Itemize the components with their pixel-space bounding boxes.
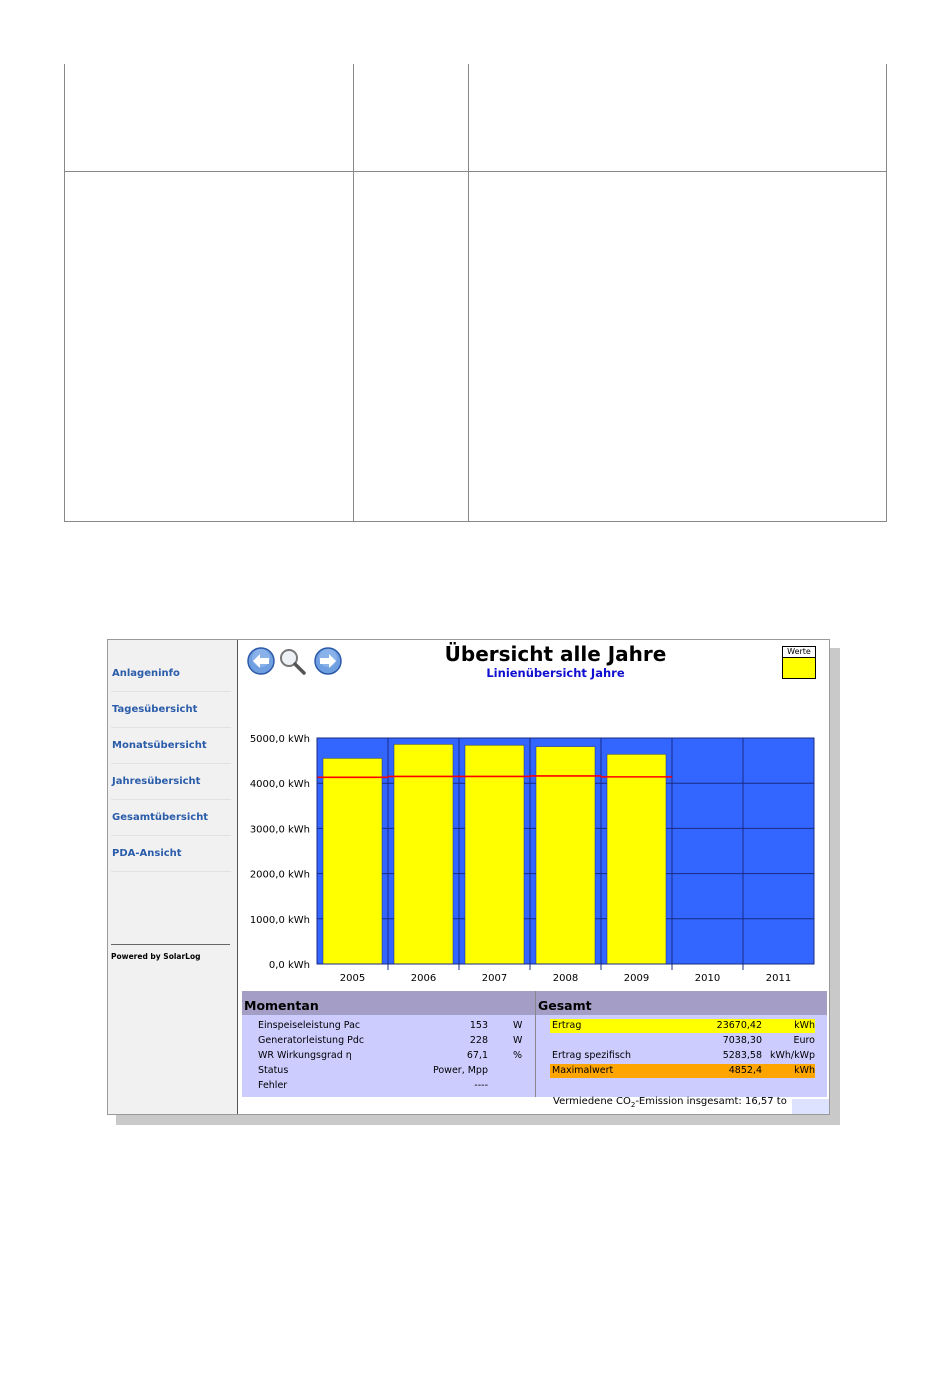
x-tick-label: 2006 <box>410 973 437 984</box>
momentan-label: Einspeiseleistung Pac <box>258 1020 361 1031</box>
yearly-bar-chart <box>238 728 818 988</box>
momentan-panel <box>242 991 536 1097</box>
gesamt-header: Gesamt <box>536 991 827 1015</box>
gesamt-unit: kWh <box>794 1065 815 1076</box>
document-table <box>64 64 887 522</box>
x-tick-label: 2008 <box>552 973 579 984</box>
sidebar-item-monatsuebersicht[interactable]: Monatsübersicht <box>111 728 231 764</box>
legend <box>782 646 816 679</box>
legend-label: Werte <box>783 647 815 658</box>
gesamt-unit: kWh <box>794 1020 815 1031</box>
x-tick-label: 2009 <box>623 973 650 984</box>
powered-by-label: Powered by SolarLog <box>111 952 201 961</box>
gesamt-label: Ertrag spezifisch <box>552 1050 632 1061</box>
x-tick-label: 2007 <box>481 973 508 984</box>
bar <box>607 754 666 964</box>
sidebar-item-pda-ansicht[interactable]: PDA-Ansicht <box>111 836 231 872</box>
sidebar-item-anlageninfo[interactable]: Anlageninfo <box>111 656 231 692</box>
y-tick-label: 3000,0 kWh <box>249 824 310 836</box>
magnifier-icon[interactable] <box>278 647 306 675</box>
gesamt-unit: kWh/kWp <box>769 1050 815 1061</box>
momentan-unit: W <box>513 1020 523 1031</box>
bar <box>394 744 453 964</box>
momentan-label: Fehler <box>258 1080 288 1091</box>
table-border-left <box>64 64 65 522</box>
y-tick-label: 2000,0 kWh <box>249 869 310 881</box>
bar <box>465 745 524 964</box>
gesamt-value: 4852,4 <box>728 1065 762 1076</box>
gesamt-unit: Euro <box>793 1035 815 1046</box>
x-tick-label: 2011 <box>765 973 792 984</box>
sidebar-divider <box>111 944 230 945</box>
momentan-label: Generatorleistung Pdc <box>258 1035 365 1046</box>
co2-subscript: 2 <box>630 1101 636 1109</box>
momentan-label: Status <box>258 1065 289 1076</box>
gesamt-label: Maximalwert <box>552 1065 614 1076</box>
y-tick-label: 1000,0 kWh <box>249 914 310 926</box>
sidebar <box>108 640 238 1114</box>
sidebar-item-jahresuebersicht[interactable]: Jahresübersicht <box>111 764 231 800</box>
x-tick-label: 2010 <box>694 973 721 984</box>
sidebar-item-gesamtuebersicht[interactable]: Gesamtübersicht <box>111 800 231 836</box>
momentan-value: 228 <box>469 1035 488 1046</box>
gesamt-panel <box>536 991 827 1097</box>
x-tick-label: 2005 <box>339 973 366 984</box>
arrow-right-icon[interactable] <box>314 647 342 675</box>
y-tick-label: 5000,0 kWh <box>249 734 310 745</box>
arrow-left-icon[interactable] <box>247 647 275 675</box>
co2-prefix: Vermiedene CO <box>553 1096 631 1107</box>
momentan-unit: % <box>513 1050 523 1061</box>
y-tick-label: 4000,0 kWh <box>249 779 310 791</box>
momentan-value: 67,1 <box>466 1050 488 1061</box>
table-row-divider <box>64 171 887 172</box>
page-subtitle: Linienübersicht Jahre <box>486 666 625 680</box>
sidebar-item-tagesuebersicht[interactable]: Tagesübersicht <box>111 692 231 728</box>
momentan-value: 153 <box>469 1020 488 1031</box>
momentan-unit: W <box>513 1035 523 1046</box>
momentan-header: Momentan <box>242 991 535 1015</box>
gesamt-value: 5283,58 <box>722 1050 762 1061</box>
gesamt-label: Ertrag <box>552 1020 582 1031</box>
bar <box>536 747 595 964</box>
table-divider <box>353 64 354 522</box>
page-title: Übersicht alle Jahre <box>444 642 667 666</box>
solarlog-window <box>107 639 830 1115</box>
co2-suffix: -Emission insgesamt: 16,57 to <box>635 1096 787 1107</box>
gesamt-value: 23670,42 <box>716 1020 762 1031</box>
table-border-bottom <box>64 521 887 522</box>
table-border-right <box>886 64 887 522</box>
table-divider <box>468 64 469 522</box>
momentan-label: WR Wirkungsgrad η <box>258 1050 352 1061</box>
bar <box>323 758 382 964</box>
gesamt-value: 7038,30 <box>722 1035 762 1046</box>
y-tick-label: 0,0 kWh <box>268 960 310 971</box>
corner-fragment <box>792 1099 830 1115</box>
momentan-value: ---- <box>474 1080 488 1091</box>
co2-footer <box>553 1096 787 1109</box>
momentan-value: Power, Mpp <box>432 1065 488 1076</box>
